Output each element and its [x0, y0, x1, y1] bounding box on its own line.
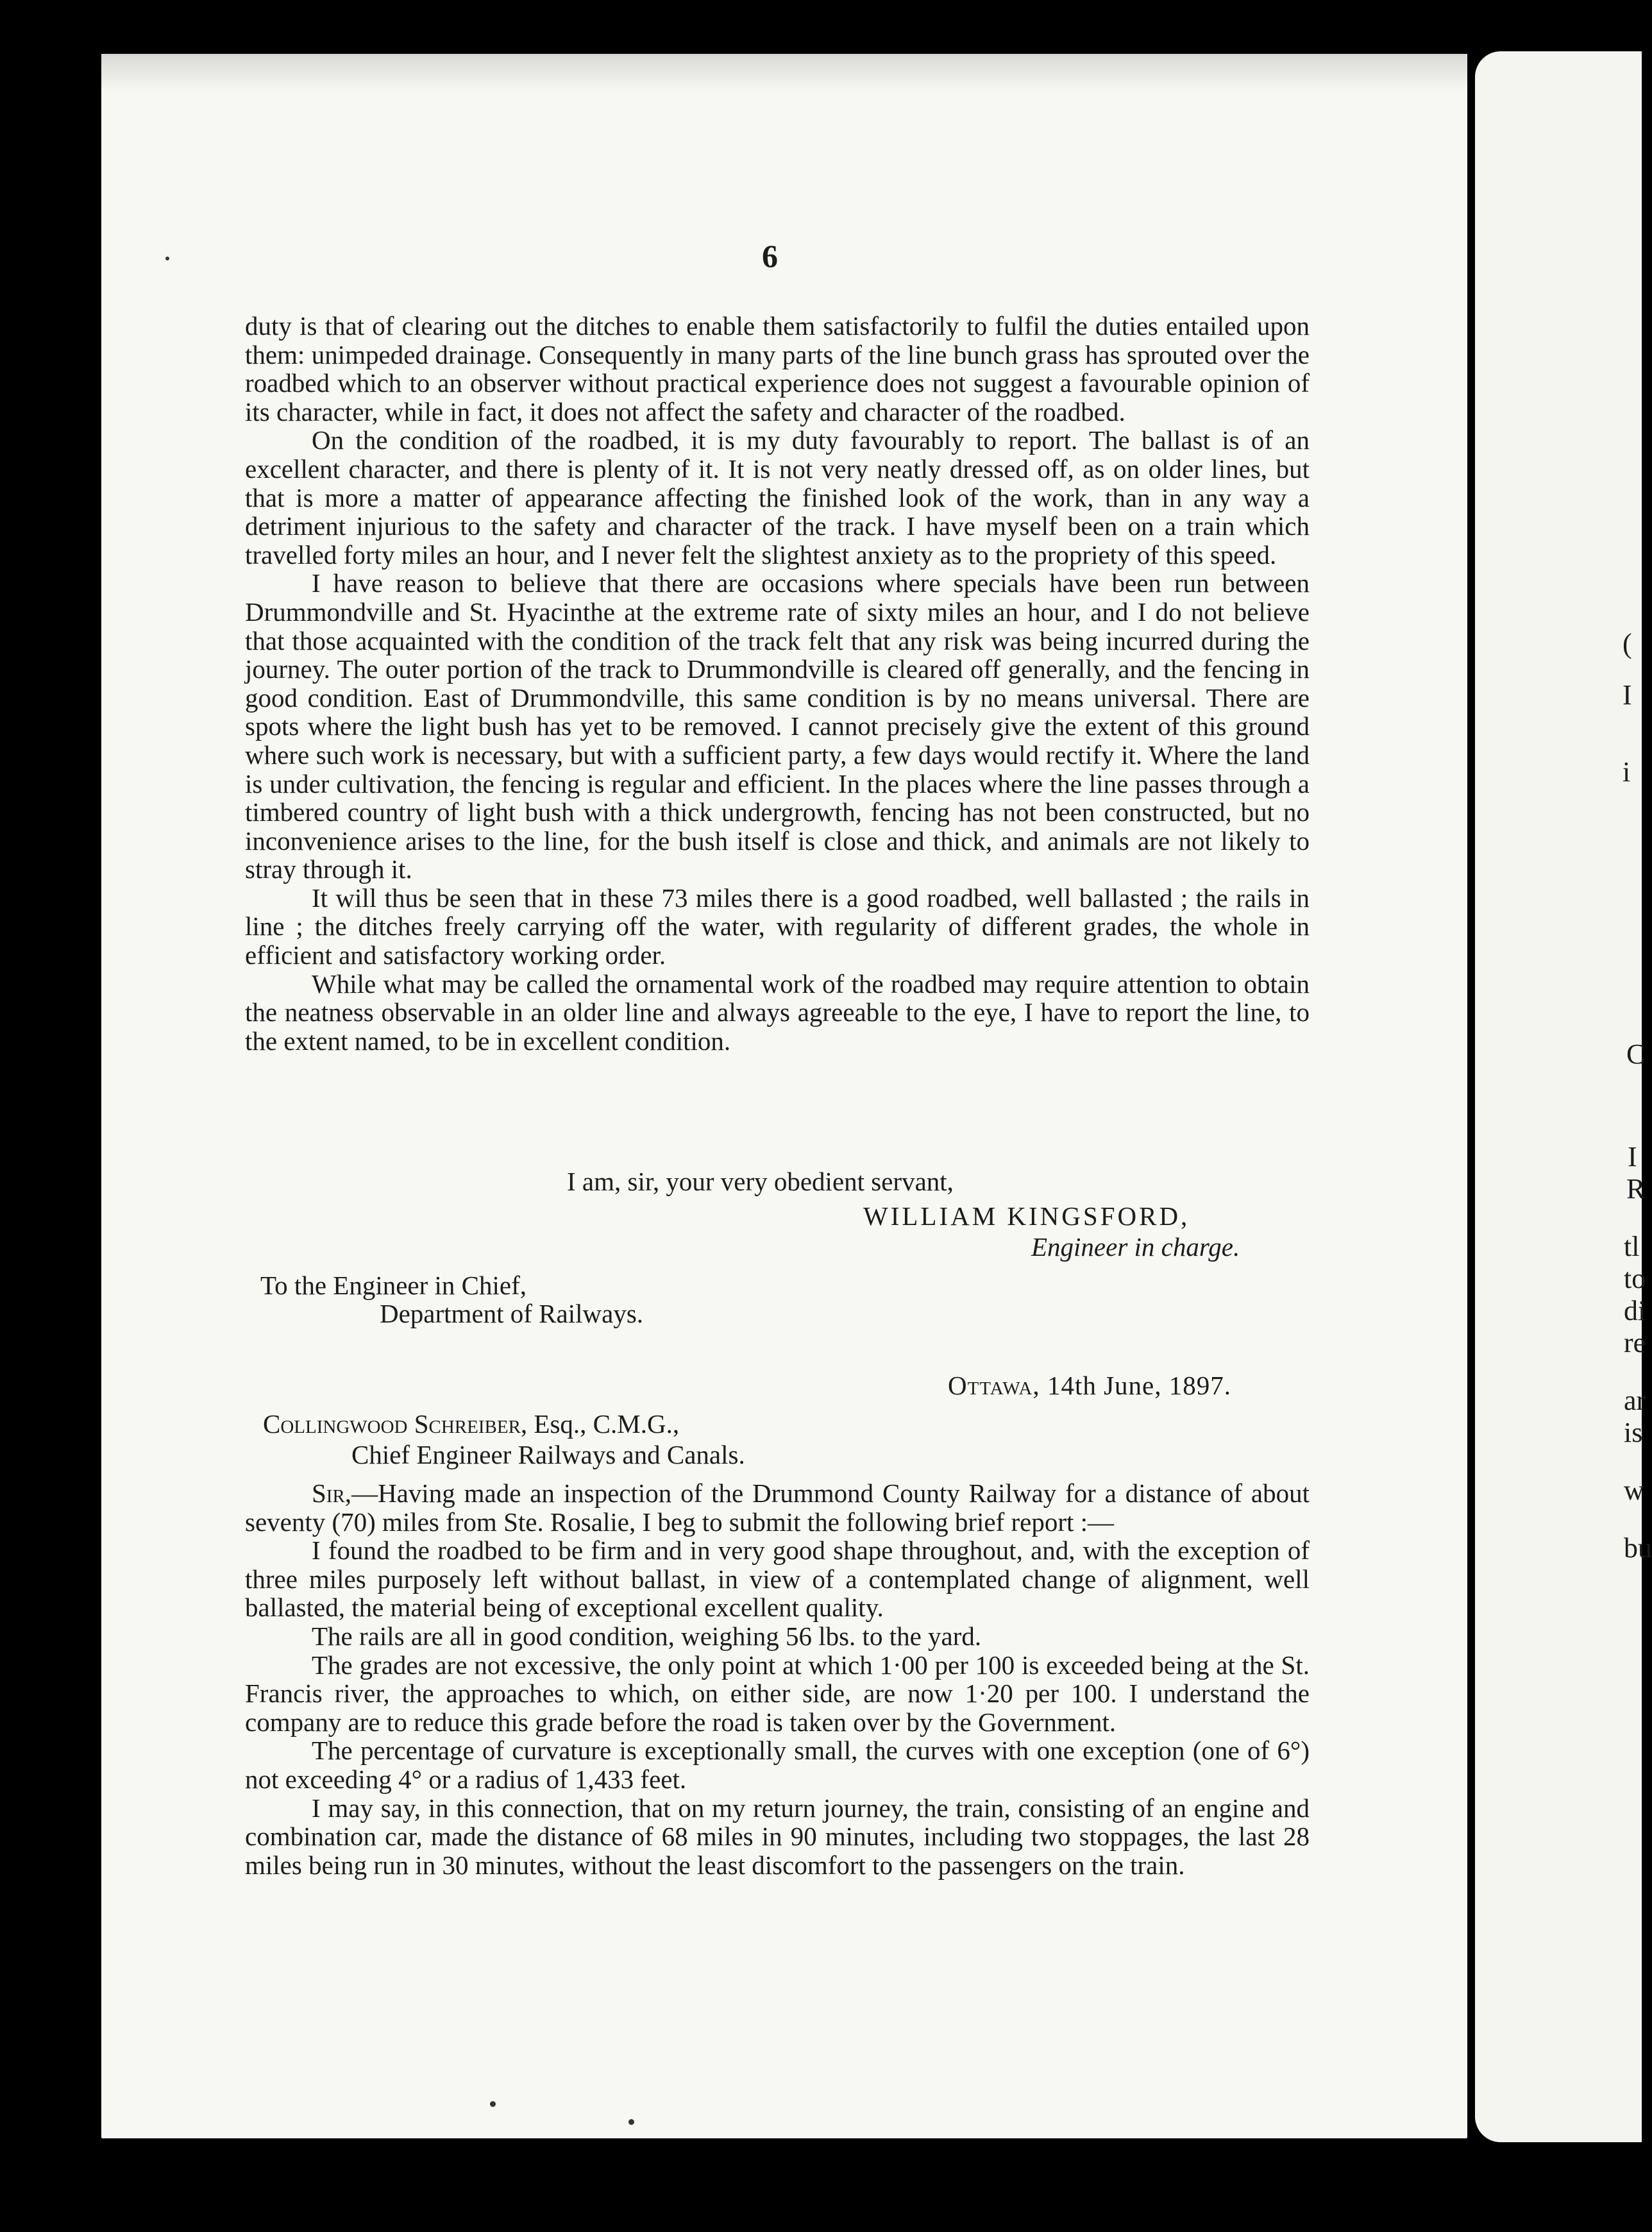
paragraph: The percentage of curvature is exceptionally small, the curves with one exception (one of 6°) not exceeding 4° or a radius of 1,433 feet.	[245, 1736, 1310, 1794]
paragraph: I may say, in this connection, that on my return journey, the train, consisting of an engine and combination car, made the distance of 68 miles in 90 minutes, including two stoppages, the last 28 miles being run in 30 minutes, without the least discomfort to the passengers on the train.	[245, 1793, 1310, 1880]
paragraph: On the condition of the roadbed, it is my duty favourably to report. The ballast is of an excellent character, and there is plenty of it. It is not very neatly dressed off, as on older lines, but that is more a matter of appearance affecting the finished look of the work, than in any way a detriment injurious to the safety and character of the track. I have myself been on a train which travelled forty miles an hour, and I never felt the slightest anxiety as to the propriety of this speed.	[245, 425, 1310, 570]
paragraph: The rails are all in good condition, weighing 56 lbs. to the yard.	[312, 1621, 982, 1651]
adjacent-page-fragment: I	[1628, 1141, 1637, 1172]
signature-title: Engineer in charge.	[1031, 1232, 1240, 1262]
paragraph: The grades are not excessive, the only point at which 1·00 per 100 is exceeded being at the St. Francis river, the approaches to which, on either side, are now 1·20 per 100. I understand the company are to reduce this grade before the road is taken over by the Government.	[245, 1650, 1310, 1737]
adjacent-page-fragment: tl	[1624, 1231, 1640, 1262]
dateline-place: Ottawa,	[948, 1371, 1040, 1400]
letter-body-2	[245, 1479, 1310, 1879]
recipient-title: Chief Engineer Railways and Canals.	[351, 1440, 745, 1469]
recipient-honorifics: Esq., C.M.G.,	[534, 1409, 680, 1439]
adjacent-page-fragment: ar	[1624, 1385, 1646, 1416]
speck	[628, 2119, 634, 2125]
adjacent-page-fragment: bu	[1624, 1532, 1652, 1564]
adjacent-page-fragment: (	[1622, 628, 1632, 659]
paragraph: While what may be called the ornamental work of the roadbed may require attention to obtain the neatness observable in an older line and always agreeable to the eye, I have to report the line, to the extent named, to be in excellent condition.	[245, 968, 1310, 1056]
adjacent-page-fragment: is	[1624, 1417, 1643, 1448]
adjacent-page-fragment: I	[1622, 679, 1632, 711]
recipient-line	[263, 1408, 679, 1439]
salutation: Sir,	[312, 1478, 352, 1508]
signature-name: WILLIAM KINGSFORD,	[863, 1201, 1190, 1231]
speck	[490, 2101, 496, 2107]
page-number: 6	[762, 238, 778, 274]
adjacent-page-fragment: i	[1622, 756, 1631, 788]
adjacent-page-edge	[1475, 51, 1652, 2142]
adjacent-page-fragment: w	[1624, 1475, 1644, 1506]
letter-body-1	[245, 312, 1310, 1055]
adjacent-page-fragment: C	[1626, 1038, 1646, 1070]
paragraph	[245, 1479, 1310, 1536]
paragraph: duty is that of clearing out the ditches to enable them satisfactorily to fulfil the duties entailed upon them: unimpeded drainage. Consequently in many parts of the line bunch grass has sprouted over the roadbed which to an observer without practical experience does not suggest a favourable opinion of its character, while in fact, it does not affect the safety and character of the roadbed.	[245, 311, 1310, 427]
adjacent-page-fragment: to	[1624, 1263, 1646, 1294]
dateline	[948, 1370, 1231, 1401]
paragraph-text: —Having made an inspection of the Drummond County Railway for a distance of about seventy (70) miles from Ste. Rosalie, I beg to submit the following brief report :—	[245, 1478, 1310, 1537]
adjacent-page-fragment: re	[1624, 1327, 1646, 1358]
dateline-date: 14th June, 1897.	[1047, 1371, 1231, 1400]
paragraph: I have reason to believe that there are occasions where specials have been run between Drummondville and St. Hyacinthe at the extreme rate of sixty miles an hour, and I do not believe that those acquainted with the condition of the track felt that any risk was being incurred during the journey. The outer portion of the track to Drummondville is cleared off generally, and the fencing in good condition. East of Drummondville, this same condition is by no means universal. There are spots where the light bush has yet to be removed. I cannot precisely give the extent of this ground where such work is necessary, but with a sufficient party, a few days would rectify it. Where the land is under cultivation, the fencing is regular and efficient. In the places where the line passes through a timbered country of light bush with a thick undergrowth, fencing has not been constructed, but no inconvenience arises to the line, for the bush itself is close and thick, and animals are not likely to stray through it.	[245, 568, 1310, 884]
recipient-name: Collingwood Schreiber,	[263, 1409, 528, 1439]
addressee-line: Department of Railways.	[380, 1299, 644, 1328]
paragraph: I found the roadbed to be firm and in very good shape throughout, and, with the exception of three miles purposely left without ballast, in view of a contemplated change of alignment, well ballasted, the material being of exceptional excellent quality.	[245, 1535, 1310, 1623]
adjacent-page-fragment: R	[1626, 1173, 1646, 1205]
adjacent-page-fragment: di	[1624, 1295, 1646, 1326]
speck	[165, 257, 169, 260]
paragraph: It will thus be seen that in these 73 miles there is a good roadbed, well ballasted ; the rails in line ; the ditches freely carrying off the water, with regularity of different grades, the whole in efficient and satisfactory working order.	[245, 883, 1310, 970]
closing-line: I am, sir, your very obedient servant,	[567, 1167, 954, 1196]
addressee-line: To the Engineer in Chief,	[260, 1271, 527, 1300]
